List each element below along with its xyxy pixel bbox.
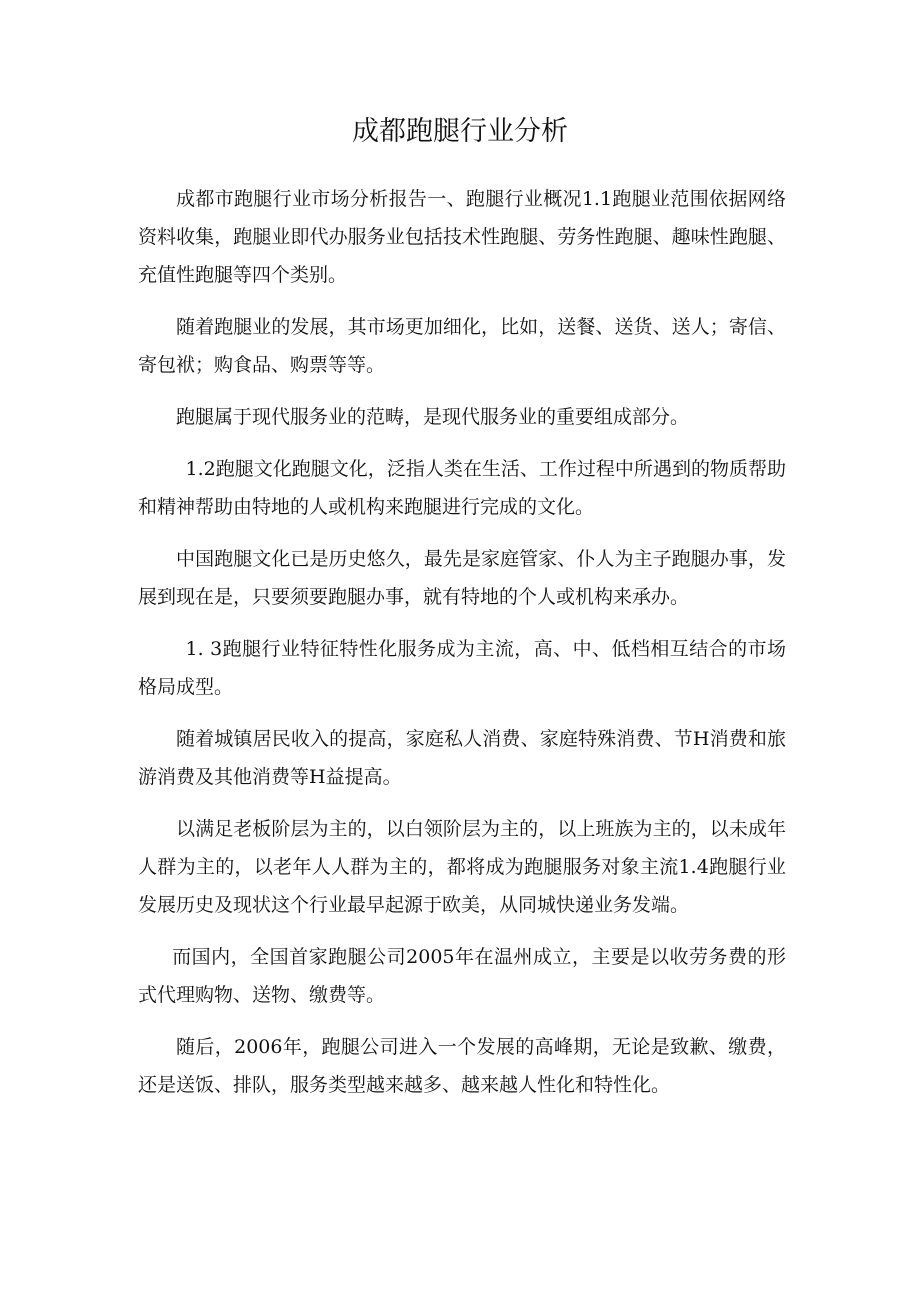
paragraph-first-company: 而国内，全国首家跑腿公司2005年在温州成立，主要是以收劳务费的形式代理购物、送物、缴费等。 [138, 946, 786, 1006]
paragraph-peak-period: 随后，2006年，跑腿公司进入一个发展的高峰期，无论是致歉、缴费，还是送饭、排队，服务类型越来越多、越来越人性化和特性化。 [138, 1036, 786, 1096]
paragraph-history-china: 中国跑腿文化已是历史悠久，最先是家庭管家、仆人为主子跑腿办事，发展到现在是，只要须要跑腿办事，就有特地的个人或机构来承办。 [138, 548, 786, 608]
paragraph-target-groups: 以满足老板阶层为主的，以白领阶层为主的，以上班族为主的，以未成年人群为主的，以老年人人群为主的，都将成为跑腿服务对象主流1.4跑腿行业发展历史及现状这个行业最早起源于欧美，从同城快递业务发端。 [138, 818, 786, 916]
paragraph-overview: 成都市跑腿行业市场分析报告一、跑腿行业概况1.1跑腿业范围依据网络资料收集，跑腿业即代办服务业包括技术性跑腿、劳务性跑腿、趣味性跑腿、充值性跑腿等四个类别。 [138, 188, 786, 286]
paragraph-culture: 1.2跑腿文化跑腿文化，泛指人类在生活、工作过程中所遇到的物质帮助和精神帮助由特地的人或机构来跑腿进行完成的文化。 [138, 458, 786, 518]
paragraph-income-growth: 随着城镇居民收入的提高，家庭私人消费、家庭特殊消费、节H消费和旅游消费及其他消费等H益提高。 [138, 728, 786, 788]
paragraph-modern-service: 跑腿属于现代服务业的范畴，是现代服务业的重要组成部分。 [176, 406, 690, 428]
paragraph-features: 1. 3跑腿行业特征特性化服务成为主流，高、中、低档相互结合的市场格局成型。 [138, 638, 786, 698]
paragraph-market-segmentation: 随着跑腿业的发展，其市场更加细化，比如，送餐、送货、送人；寄信、寄包袱；购食品、购票等等。 [138, 316, 786, 376]
document-title: 成都跑腿行业分析 [352, 116, 568, 147]
document-body [138, 180, 786, 1118]
